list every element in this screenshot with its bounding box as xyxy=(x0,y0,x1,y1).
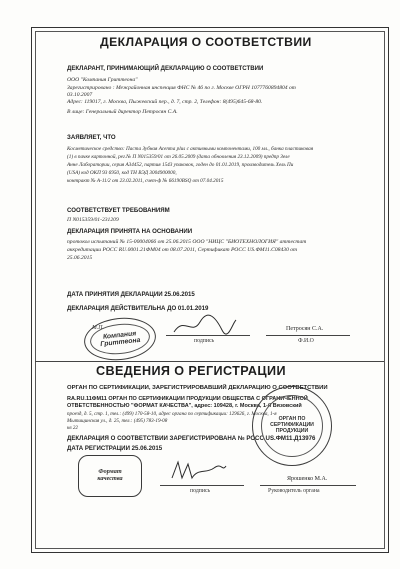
organ-line: RA.RU.11ФМ11 ОРГАН ПО СЕРТИФИКАЦИИ ПРОДУКЦИИ ОБЩЕСТВА С ОГРАНИЧЕННОЙ xyxy=(67,396,308,402)
certification-body-stamp xyxy=(252,386,332,466)
format-quality-stamp xyxy=(78,455,142,497)
company-stamp-text: Компания Гриттеона xyxy=(100,329,141,349)
registration-name: Ярошенко М.А. xyxy=(287,476,328,482)
adoption-date: ДАТА ПРИНЯТИЯ ДЕКЛАРАЦИИ 25.06.2015 xyxy=(67,291,195,298)
declarant-line: Адрес: 119017, г. Москва, Пыжевский пер., д. 7, стр. 2, Телефон: 8(495)645-68-80. xyxy=(67,99,263,105)
stamp-label: М.П. xyxy=(92,325,104,331)
registration-signature xyxy=(168,456,228,484)
basis-line: 25.06.2015 xyxy=(67,255,93,261)
registration-name-line xyxy=(260,485,356,486)
basis-heading: ДЕКЛАРАЦИЯ ПРИНЯТА НА ОСНОВАНИИ xyxy=(67,228,193,235)
claims-heading: ЗАЯВЛЯЕТ, ЧТО xyxy=(67,134,116,141)
claims-line: Анне Лаборатории, серия А34452, партия 1543 упаковок, годен до 01.01.2019, производитель Хель Пи xyxy=(67,162,294,168)
basis-line: аккредитации РОСС RU.0001.21ФМ04 от 08.07.2011, Сертификат РОСС US.ФМ11.С08430 от xyxy=(67,247,298,253)
signature-line xyxy=(166,335,250,336)
requirements-heading: СООТВЕТСТВУЕТ ТРЕБОВАНИЯМ xyxy=(67,207,170,214)
certification-stamp-text: ОРГАН ПО СЕРТИФИКАЦИИ ПРОДУКЦИИ xyxy=(270,416,314,434)
organ-line: кв 22 xyxy=(67,425,78,431)
claims-line: (1) в пачке картонной, рег.№ П N015359/01 от 26.05.2009 (дата обновления 23.12.2009) предпр Зеле xyxy=(67,154,290,160)
organ-heading: ОРГАН ПО СЕРТИФИКАЦИИ, ЗАРЕГИСТРИРОВАВШИЙ ДЕКЛАРАЦИЮ О СООТВЕТСТВИИ xyxy=(67,385,328,391)
format-quality-stamp-text: Формат качества xyxy=(97,468,123,482)
valid-until: ДЕКЛАРАЦИЯ ДЕЙСТВИТЕЛЬНА ДО 01.01.2019 xyxy=(67,305,209,312)
declaration-title: ДЕКЛАРАЦИЯ О СООТВЕТСТВИИ xyxy=(100,35,312,49)
claims-line: контракт № А-11/2 от 23.02.2011, счет-ф № 66190BSQ от 07.04.2015 xyxy=(67,178,224,184)
declarant-heading: ДЕКЛАРАНТ, ПРИНИМАЮЩИЙ ДЕКЛАРАЦИЮ О СООТВЕТСТВИИ xyxy=(67,65,264,72)
declarant-line: 03.10.2007 xyxy=(67,92,93,98)
claims-line: (USA) код ОКП 93 6950, код ТН ВЭД 3004900000, xyxy=(67,170,177,176)
registration-signature-caption: подпись xyxy=(190,488,211,494)
basis-line: протокол испытаний № 15-00004066 от 25.06.2015 ООО "НИЦС "БИОТЕХНОЛОГИЯ" аттестат xyxy=(67,239,307,245)
organ-line: ОТВЕТСТВЕННОСТЬЮ "ФОРМАТ КАЧЕСТВА", адрес: 109428, г. Москва, 1-й Вязовский xyxy=(67,403,302,409)
declarant-line: В лице: Генеральный директор Петросян С.А. xyxy=(67,109,178,115)
registered-line: ДЕКЛАРАЦИЯ О СООТВЕТСТВИИ ЗАРЕГИСТРИРОВАНА № РОСС US.ФМ11.Д13976 xyxy=(67,435,316,442)
claims-line: Косметическое средство: Паста Зубная Асепта plus с активными компонентами, 100 мл., банка пластиковая xyxy=(67,146,314,152)
name-caption: Ф.И.О xyxy=(298,338,314,344)
declarant-name: Петросян С.А. xyxy=(286,326,324,332)
registration-signature-line xyxy=(160,485,244,486)
registration-name-caption: Руководитель органа xyxy=(268,488,320,494)
name-line xyxy=(266,335,350,336)
declarant-line: Зарегистрировано : Межрайонная инспекция ФНС № 46 по г. Москве ОГРН 1077760894804 от xyxy=(67,85,296,91)
declarant-line: ООО "Компания Гриттеона" xyxy=(67,77,138,83)
signature-caption: подпись xyxy=(194,338,215,344)
registration-title: СВЕДЕНИЯ О РЕГИСТРАЦИИ xyxy=(96,364,286,378)
organ-line: Мытищинская ул., д. 25, тел.: (495) 783-19-08 xyxy=(67,418,168,424)
organ-line: проезд, д. 5, стр. 1, тел.: (499) 170-58-10, адрес органа по сертификации: 129626, г. Москва, 1-я xyxy=(67,411,277,417)
requirements-line: П N015359/01-231209 xyxy=(67,217,119,223)
registration-date: ДАТА РЕГИСТРАЦИИ 25.06.2015 xyxy=(67,445,163,452)
section-divider xyxy=(35,361,384,362)
